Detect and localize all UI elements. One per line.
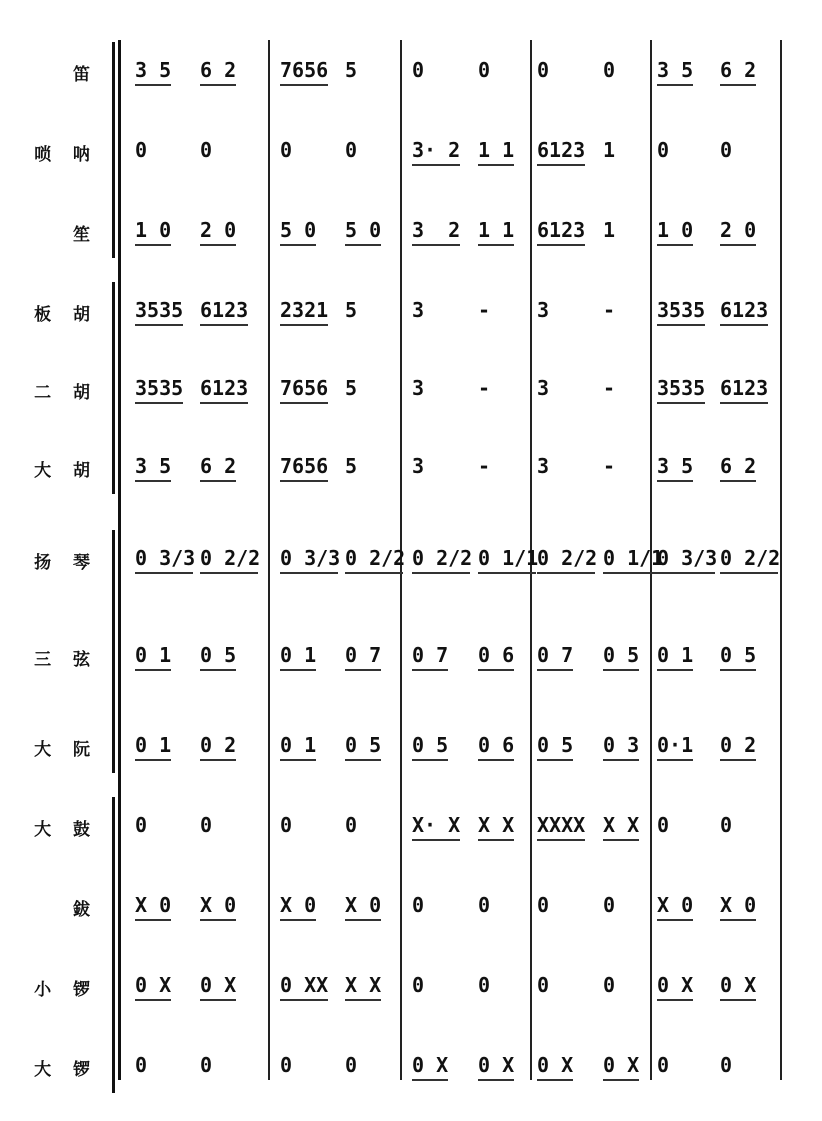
beam-underline: [412, 244, 460, 246]
note-cell: 1 0: [135, 218, 172, 242]
note-cell: 0 X: [200, 973, 237, 997]
beam-underline: [280, 919, 316, 921]
note-cell: X X: [345, 973, 382, 997]
note-cell: 1: [603, 138, 616, 162]
note-cell: X 0: [135, 893, 172, 917]
note-cell: -: [603, 454, 616, 478]
note-cell: -: [478, 454, 491, 478]
note-cell: -: [478, 376, 491, 400]
note-cell: 0: [537, 973, 550, 997]
beam-underline: [412, 164, 460, 166]
beam-underline: [135, 402, 183, 404]
beam-underline: [478, 1079, 514, 1081]
note-cell: 0: [200, 138, 213, 162]
note-cell: 5: [345, 454, 358, 478]
beam-underline: [280, 324, 328, 326]
beam-underline: [345, 244, 381, 246]
group-bracket: [112, 797, 115, 1093]
note-cell: 6 2: [720, 454, 757, 478]
instrument-label: 鈸: [73, 900, 98, 920]
note-cell: 0 2: [200, 733, 237, 757]
beam-underline: [657, 480, 693, 482]
note-cell: 0 5: [200, 643, 237, 667]
note-cell: 6 2: [720, 58, 757, 82]
beam-underline: [720, 244, 756, 246]
note-cell: 0 X: [537, 1053, 574, 1077]
note-cell: 7656: [280, 58, 329, 82]
note-cell: 3 5: [135, 454, 172, 478]
beam-underline: [478, 572, 536, 574]
note-cell: 5 0: [280, 218, 317, 242]
note-cell: 0 X: [135, 973, 172, 997]
beam-underline: [135, 999, 171, 1001]
note-cell: 0: [720, 138, 733, 162]
beam-underline: [280, 480, 328, 482]
note-cell: -: [603, 298, 616, 322]
beam-underline: [478, 244, 514, 246]
beam-underline: [345, 572, 403, 574]
note-cell: 0: [478, 893, 491, 917]
instrument-label: 大 胡: [34, 461, 98, 481]
note-cell: 0: [412, 893, 425, 917]
note-cell: 3535: [657, 298, 706, 322]
note-cell: 0: [720, 813, 733, 837]
beam-underline: [657, 402, 705, 404]
note-cell: 1 1: [478, 138, 515, 162]
beam-underline: [537, 1079, 573, 1081]
beam-underline: [657, 244, 693, 246]
note-cell: 0 2/2: [537, 546, 598, 570]
note-cell: 6123: [720, 376, 769, 400]
note-cell: 0 X: [657, 973, 694, 997]
note-cell: 0 6: [478, 643, 515, 667]
note-cell: 6123: [200, 376, 249, 400]
beam-underline: [603, 759, 639, 761]
beam-underline: [478, 164, 514, 166]
note-cell: 5: [345, 376, 358, 400]
note-cell: 0 X: [478, 1053, 515, 1077]
beam-underline: [280, 572, 338, 574]
instrument-label: 笛: [73, 65, 98, 85]
beam-underline: [720, 759, 756, 761]
note-cell: 3: [537, 454, 550, 478]
beam-underline: [200, 669, 236, 671]
note-cell: 3 2: [412, 218, 461, 242]
beam-underline: [657, 999, 693, 1001]
beam-underline: [657, 669, 693, 671]
note-cell: 3 5: [657, 58, 694, 82]
beam-underline: [657, 919, 693, 921]
note-cell: 6 2: [200, 454, 237, 478]
beam-underline: [720, 919, 756, 921]
note-cell: X 0: [200, 893, 237, 917]
beam-underline: [135, 324, 183, 326]
note-cell: 3· 2: [412, 138, 461, 162]
instrument-label: 大 鼓: [34, 820, 98, 840]
note-cell: X 0: [657, 893, 694, 917]
instrument-label: 小 锣: [34, 980, 98, 1000]
instrument-label: 扬 琴: [34, 553, 98, 573]
beam-underline: [720, 999, 756, 1001]
barline: [268, 40, 270, 1080]
beam-underline: [720, 572, 778, 574]
note-cell: 0: [135, 1053, 148, 1077]
beam-underline: [135, 244, 171, 246]
beam-underline: [537, 244, 585, 246]
note-cell: 0: [200, 813, 213, 837]
note-cell: 5: [345, 298, 358, 322]
beam-underline: [412, 759, 448, 761]
note-cell: 1 0: [657, 218, 694, 242]
note-cell: X 0: [720, 893, 757, 917]
beam-underline: [200, 572, 258, 574]
beam-underline: [537, 759, 573, 761]
note-cell: 3: [412, 376, 425, 400]
beam-underline: [603, 1079, 639, 1081]
beam-underline: [720, 324, 768, 326]
note-cell: 0: [135, 813, 148, 837]
beam-underline: [537, 669, 573, 671]
note-cell: 0 2/2: [412, 546, 473, 570]
beam-underline: [537, 164, 585, 166]
note-cell: 3 5: [135, 58, 172, 82]
note-cell: 3535: [135, 298, 184, 322]
instrument-label: 大 锣: [34, 1060, 98, 1080]
note-cell: 0 1: [280, 733, 317, 757]
note-cell: 0: [345, 138, 358, 162]
beam-underline: [603, 669, 639, 671]
beam-underline: [135, 669, 171, 671]
note-cell: 0 3/3: [280, 546, 341, 570]
beam-underline: [345, 669, 381, 671]
note-cell: 0 1: [135, 733, 172, 757]
note-cell: 0 1: [657, 643, 694, 667]
note-cell: 1 1: [478, 218, 515, 242]
beam-underline: [200, 244, 236, 246]
note-cell: X X: [478, 813, 515, 837]
note-cell: 6123: [537, 218, 586, 242]
beam-underline: [200, 480, 236, 482]
beam-underline: [537, 839, 585, 841]
note-cell: 2 0: [200, 218, 237, 242]
beam-underline: [657, 84, 693, 86]
note-cell: 7656: [280, 454, 329, 478]
beam-underline: [412, 839, 460, 841]
beam-underline: [200, 759, 236, 761]
note-cell: 3535: [657, 376, 706, 400]
barline: [780, 40, 782, 1080]
note-cell: 0 1/1: [603, 546, 664, 570]
note-cell: 0 2/2: [720, 546, 781, 570]
instrument-label: 板 胡: [34, 305, 98, 325]
note-cell: 0 2: [720, 733, 757, 757]
note-cell: 0 2/2: [345, 546, 406, 570]
beam-underline: [135, 480, 171, 482]
beam-underline: [478, 759, 514, 761]
note-cell: 3: [412, 298, 425, 322]
note-cell: 5: [345, 58, 358, 82]
instrument-label: 笙: [73, 225, 98, 245]
beam-underline: [720, 84, 756, 86]
note-cell: 0 X: [720, 973, 757, 997]
note-cell: 0: [280, 813, 293, 837]
note-cell: 0: [478, 973, 491, 997]
note-cell: 0 2/2: [200, 546, 261, 570]
note-cell: 0: [478, 58, 491, 82]
note-cell: 0: [412, 973, 425, 997]
beam-underline: [603, 839, 639, 841]
note-cell: 0 X: [603, 1053, 640, 1077]
note-cell: 0: [280, 138, 293, 162]
note-cell: 0: [603, 58, 616, 82]
beam-underline: [135, 84, 171, 86]
note-cell: 0 7: [537, 643, 574, 667]
beam-underline: [135, 759, 171, 761]
note-cell: 0·1: [657, 733, 694, 757]
group-bracket: [112, 42, 115, 258]
note-cell: 0 1: [135, 643, 172, 667]
beam-underline: [603, 572, 661, 574]
note-cell: 2 0: [720, 218, 757, 242]
beam-underline: [200, 324, 248, 326]
beam-underline: [720, 480, 756, 482]
beam-underline: [280, 84, 328, 86]
note-cell: 0 6: [478, 733, 515, 757]
beam-underline: [412, 572, 470, 574]
beam-underline: [657, 759, 693, 761]
beam-underline: [720, 669, 756, 671]
note-cell: 0: [537, 58, 550, 82]
note-cell: 0 5: [537, 733, 574, 757]
note-cell: 3: [537, 298, 550, 322]
beam-underline: [280, 669, 316, 671]
beam-underline: [537, 572, 595, 574]
note-cell: 0: [345, 813, 358, 837]
beam-underline: [200, 919, 236, 921]
note-cell: 3 5: [657, 454, 694, 478]
note-cell: 3: [412, 454, 425, 478]
group-bracket: [112, 282, 115, 494]
beam-underline: [720, 402, 768, 404]
note-cell: 3535: [135, 376, 184, 400]
beam-underline: [412, 1079, 448, 1081]
note-cell: 0: [135, 138, 148, 162]
note-cell: 3: [537, 376, 550, 400]
note-cell: 0 3/3: [135, 546, 196, 570]
beam-underline: [657, 572, 715, 574]
note-cell: 0: [280, 1053, 293, 1077]
instrument-label: 三 弦: [34, 650, 98, 670]
beam-underline: [478, 669, 514, 671]
note-cell: X 0: [345, 893, 382, 917]
group-bracket: [112, 530, 115, 773]
note-cell: XXXX: [537, 813, 586, 837]
note-cell: 6123: [537, 138, 586, 162]
beam-underline: [345, 999, 381, 1001]
note-cell: 0 1: [280, 643, 317, 667]
note-cell: X 0: [280, 893, 317, 917]
beam-underline: [345, 919, 381, 921]
beam-underline: [200, 999, 236, 1001]
note-cell: 0: [720, 1053, 733, 1077]
beam-underline: [280, 999, 328, 1001]
beam-underline: [280, 402, 328, 404]
note-cell: 7656: [280, 376, 329, 400]
note-cell: 0 5: [345, 733, 382, 757]
note-cell: 6 2: [200, 58, 237, 82]
system-line: [118, 40, 121, 1080]
note-cell: 0 3: [603, 733, 640, 757]
note-cell: 2321: [280, 298, 329, 322]
note-cell: -: [478, 298, 491, 322]
note-cell: 0 X: [412, 1053, 449, 1077]
beam-underline: [200, 402, 248, 404]
beam-underline: [135, 572, 193, 574]
instrument-label: 大 阮: [34, 740, 98, 760]
beam-underline: [412, 669, 448, 671]
note-cell: 0 5: [412, 733, 449, 757]
note-cell: 0 5: [720, 643, 757, 667]
beam-underline: [280, 759, 316, 761]
note-cell: 0 3/3: [657, 546, 718, 570]
note-cell: X X: [603, 813, 640, 837]
note-cell: 0: [412, 58, 425, 82]
note-cell: 0: [657, 138, 670, 162]
note-cell: 0 1/1: [478, 546, 539, 570]
note-cell: 0: [603, 973, 616, 997]
note-cell: 0: [657, 1053, 670, 1077]
beam-underline: [280, 244, 316, 246]
note-cell: 0: [537, 893, 550, 917]
beam-underline: [478, 839, 514, 841]
beam-underline: [200, 84, 236, 86]
note-cell: 0: [345, 1053, 358, 1077]
note-cell: 0: [603, 893, 616, 917]
instrument-label: 二 胡: [34, 383, 98, 403]
instrument-label: 唢 呐: [34, 145, 98, 165]
note-cell: 0 XX: [280, 973, 329, 997]
note-cell: 5 0: [345, 218, 382, 242]
beam-underline: [135, 919, 171, 921]
note-cell: 0: [200, 1053, 213, 1077]
note-cell: X· X: [412, 813, 461, 837]
beam-underline: [345, 759, 381, 761]
beam-underline: [657, 324, 705, 326]
note-cell: 1: [603, 218, 616, 242]
note-cell: -: [603, 376, 616, 400]
note-cell: 0 7: [345, 643, 382, 667]
note-cell: 6123: [200, 298, 249, 322]
note-cell: 0 7: [412, 643, 449, 667]
note-cell: 6123: [720, 298, 769, 322]
note-cell: 0 5: [603, 643, 640, 667]
note-cell: 0: [657, 813, 670, 837]
